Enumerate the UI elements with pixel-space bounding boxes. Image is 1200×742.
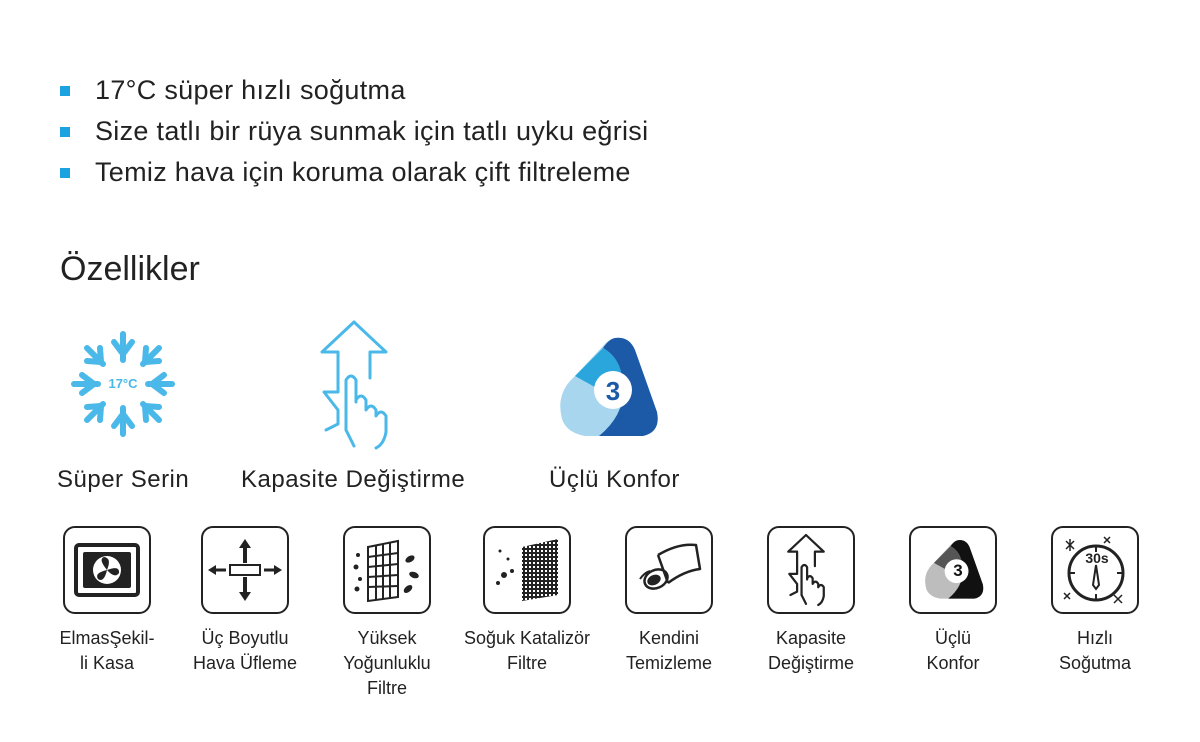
feature-item [594, 526, 744, 676]
bullet-marker [60, 168, 70, 178]
bullet-marker [60, 86, 70, 96]
feature-item [736, 526, 886, 676]
triangle-3-icon [909, 526, 997, 614]
snowflake-17c-icon [70, 328, 176, 445]
feature-label-line: Filtre [367, 678, 407, 698]
bullet-item [60, 70, 648, 111]
bullet-text: Size tatlı bir rüya sunmak için tatlı uyku eğrisi [95, 116, 649, 146]
big-feature-label: Süper Serin [57, 466, 190, 493]
fan-casing-icon [63, 526, 151, 614]
feature-label [1020, 626, 1170, 676]
triangle-badge: 3 [605, 376, 621, 406]
catalyst-filter-icon [483, 526, 571, 614]
feature-label [736, 626, 886, 676]
feature-label-line: Yoğunluklu [343, 653, 431, 673]
feature-label-line: Hızlı [1077, 628, 1113, 648]
temperature-badge: 17°C [108, 376, 138, 391]
feature-item [32, 526, 182, 676]
triangle-3-icon [555, 336, 659, 445]
feature-label-line: Yüksek [357, 628, 417, 648]
3d-airflow-icon [201, 526, 289, 614]
big-feature-label: Kapasite Değiştirme [241, 466, 466, 493]
bullet-item [60, 152, 648, 193]
feature-item [452, 526, 602, 676]
feature-label-line: li Kasa [79, 653, 135, 673]
bullet-item [60, 111, 648, 152]
feature-label-line: Filtre [507, 653, 547, 673]
feature-label [878, 626, 1028, 676]
feature-label-line: Konfor [926, 653, 980, 673]
bullet-marker [60, 127, 70, 137]
feature-label [170, 626, 320, 676]
feature-label-line: Hava Üfleme [192, 653, 298, 673]
arrow-hand-icon [318, 320, 408, 455]
timer-badge: 30s [1085, 550, 1109, 566]
feature-item [312, 526, 462, 701]
feature-label-line: Temizleme [625, 653, 713, 673]
section-title: Özellikler [60, 250, 200, 288]
feature-label-line: Üç Boyutlu [201, 628, 289, 648]
feature-item [170, 526, 320, 676]
feature-label-line: Soğuk Katalizör [463, 628, 591, 648]
feature-bullet-list [60, 70, 648, 193]
feature-label-line: ElmasŞekil- [59, 628, 155, 648]
feature-label-line: Üçlü [934, 628, 971, 648]
feature-item [1020, 526, 1170, 676]
self-clean-icon [625, 526, 713, 614]
feature-label [32, 626, 182, 676]
feature-label-line: Değiştirme [767, 653, 855, 673]
bullet-text: 17°C süper hızlı soğutma [95, 75, 406, 105]
triangle-badge: 3 [953, 561, 963, 580]
feature-label [312, 626, 462, 701]
feature-label [594, 626, 744, 676]
feature-label-line: Kapasite [775, 628, 847, 648]
bullet-text: Temiz hava için koruma olarak çift filtreleme [95, 157, 631, 187]
big-feature-label: Üçlü Konfor [549, 466, 680, 493]
feature-item [878, 526, 1028, 676]
timer-30s-icon [1051, 526, 1139, 614]
filter-leaf-icon [343, 526, 431, 614]
arrow-hand-icon [767, 526, 855, 614]
feature-label-line: Kendini [638, 628, 700, 648]
feature-label [452, 626, 602, 676]
feature-label-line: Soğutma [1058, 653, 1132, 673]
